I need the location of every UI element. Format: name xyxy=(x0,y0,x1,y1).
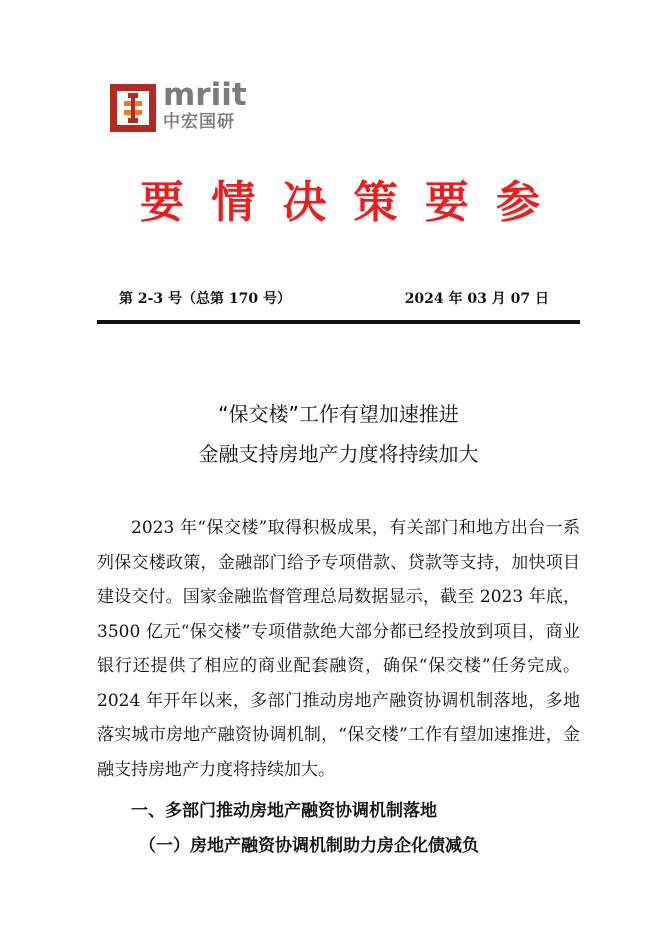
article-title-line-2: 金融支持房地产力度将持续加大 xyxy=(198,442,479,466)
mriit-logo xyxy=(109,77,247,133)
logo-text-cn: 中宏国研 xyxy=(163,112,235,132)
subsection-heading: （一）房地产融资协调机制助力房企化债减负 xyxy=(139,836,479,856)
article-title-line-1: “保交楼”工作有望加速推进 xyxy=(218,402,459,426)
issue-number: 第 2-3 号（总第 170 号） xyxy=(119,291,292,307)
masthead-title: 要情决策要参 xyxy=(140,177,540,228)
section-heading: 一、多部门推动房地产融资协调机制落地 xyxy=(131,801,437,821)
header-divider xyxy=(97,320,580,324)
article-paragraph: 2023 年“保交楼”取得积极成果，有关部门和地方出台一系列保交楼政策，金融部门给予专项借款、贷款等支持，加快项目建设交付。国家金融监督管理总局数据显示，截至 2023 年底，3500 亿元“保交楼”专项借款绝大部分都已经投放到项目，商业银行还提供了相应的商业配套融资，确保“保交楼”任务完成。2024 年开年以来，多部门推动房地产融资协调机制落地，多地落实城市房地产融资协调机制，“保交楼”工作有望加速推进，金融支持房地产力度将持续加大。 xyxy=(97,518,580,780)
issue-date: 2024 年 03 月 07 日 xyxy=(404,291,549,307)
logo-text-en: mriit xyxy=(163,77,247,113)
mriit-logo-mark-icon xyxy=(109,83,157,133)
